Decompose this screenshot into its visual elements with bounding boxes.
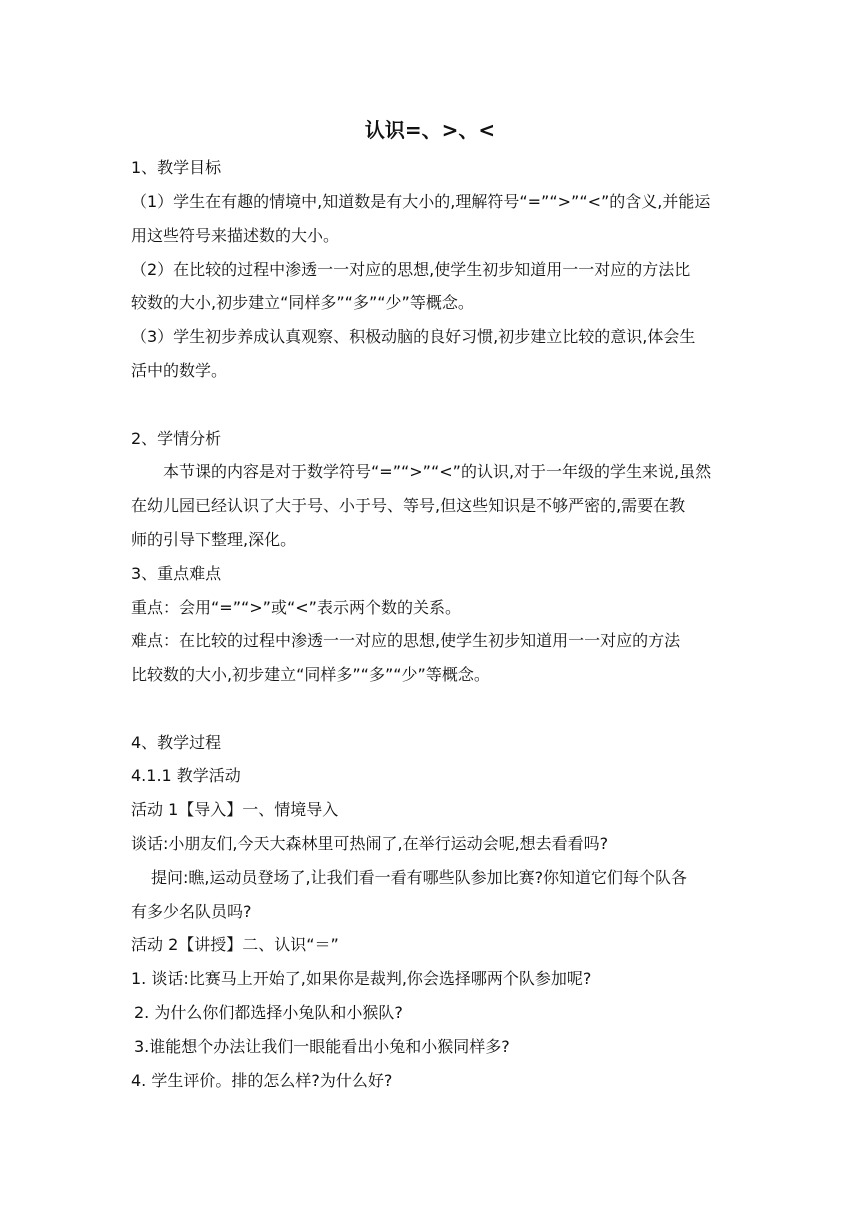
question-line-2: 有多少名队员吗? <box>131 902 252 921</box>
activity-1-heading: 活动 1【导入】一、情境导入 <box>131 800 339 819</box>
goal-1-line-2: 用这些符号来描述数的大小。 <box>131 226 340 245</box>
section-heading-process: 4、教学过程 <box>131 733 222 752</box>
activity-2-heading: 活动 2【讲授】二、认识“＝” <box>131 935 339 954</box>
question-line-1: 提问:瞧,运动员登场了,让我们看一看有哪些队参加比赛?你知道它们每个队各 <box>151 868 688 887</box>
subsection-heading: 4.1.1 教学活动 <box>131 766 241 785</box>
analysis-line-2: 在幼儿园已经认识了大于号、小于号、等号,但这些知识是不够严密的,需要在教 <box>131 496 686 515</box>
list-item: 2. 为什么你们都选择小兔队和小猴队? <box>134 1003 403 1022</box>
list-item: 1. 谈话:比赛马上开始了,如果你是裁判,你会选择哪两个队参加呢? <box>131 969 592 988</box>
goal-2-line-2: 较数的大小,初步建立“同样多”“多”“少”等概念。 <box>131 293 474 312</box>
analysis-line-1: 本节课的内容是对于数学符号“=”“>”“<”的认识,对于一年级的学生来说,虽然 <box>163 462 712 481</box>
goal-3-line-2: 活中的数学。 <box>131 361 228 380</box>
goal-1-line-1: （1）学生在有趣的情境中,知道数是有大小的,理解符号“=”“>”“<”的含义,并能运 <box>131 192 711 211</box>
analysis-line-3: 师的引导下整理,深化。 <box>131 530 297 549</box>
goal-2-line-1: （2）在比较的过程中渗透一一对应的思想,使学生初步知道用一一对应的方法比 <box>131 260 691 279</box>
section-heading-keypoints: 3、重点难点 <box>131 564 222 583</box>
list-item: 3.谁能想个办法让我们一眼能看出小兔和小猴同样多? <box>134 1037 510 1056</box>
page-title: 认识=、>、< <box>364 118 496 142</box>
key-point: 重点：会用“=”“>”或“<”表示两个数的关系。 <box>131 598 461 617</box>
section-heading-analysis: 2、学情分析 <box>131 429 222 448</box>
goal-3-line-1: （3）学生初步养成认真观察、积极动脑的良好习惯,初步建立比较的意识,体会生 <box>131 327 696 346</box>
difficulty-line-2: 比较数的大小,初步建立“同样多”“多”“少”等概念。 <box>131 665 490 684</box>
difficulty-line-1: 难点：在比较的过程中渗透一一对应的思想,使学生初步知道用一一对应的方法 <box>131 631 681 650</box>
section-heading-goals: 1、教学目标 <box>131 158 222 177</box>
list-item: 4. 学生评价。排的怎么样?为什么好? <box>131 1071 393 1090</box>
talk-line: 谈话:小朋友们,今天大森林里可热闹了,在举行运动会呢,想去看看吗? <box>131 834 609 853</box>
